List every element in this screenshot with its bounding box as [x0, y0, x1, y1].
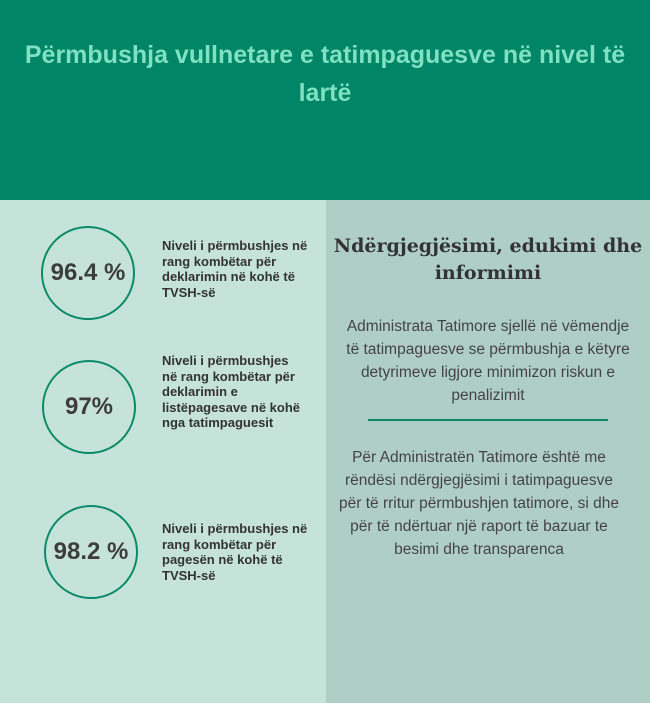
awareness-paragraph-1: Administrata Tatimore sjellë në vëmendje të tatimpaguesve se përmbushja e këtyre detyrimeve ligjore minimizon riskun e penalizimit — [346, 318, 630, 404]
awareness-heading: Ndërgjegjësimi, edukimi dhe informimi — [333, 235, 643, 284]
stat-description-vat-payment: Niveli i përmbushjes në rang kombëtar për pagesën në kohë të TVSH-së — [162, 521, 308, 583]
section-divider — [368, 419, 608, 421]
stat-circle-vat-payment — [44, 505, 138, 599]
stat-value: 98.2 % — [53, 538, 129, 565]
stat-circle-payroll-declaration — [42, 360, 136, 454]
stat-value: 96.4 % — [50, 259, 126, 286]
stat-description-vat-declaration: Niveli i përmbushjes në rang kombëtar për deklarimin në kohë të TVSH-së — [162, 238, 308, 300]
stat-description-payroll-declaration: Niveli i përmbushjes në rang kombëtar për deklarimin e listëpagesave në kohë nga tatimpaguesit — [162, 353, 301, 430]
stat-circle-vat-declaration — [41, 226, 135, 320]
awareness-paragraph-2: Për Administratën Tatimore është me rëndësi ndërgjegjësimi i tatimpaguesve për të rritur përmbushjen tatimore, si dhe për të ndërtuar një raport të bazuar te besimi dhe transparenca — [339, 449, 619, 558]
stat-value: 97% — [64, 393, 114, 420]
page-title: Përmbushja vullnetare e tatimpaguesve në nivel të lartë — [24, 41, 626, 107]
